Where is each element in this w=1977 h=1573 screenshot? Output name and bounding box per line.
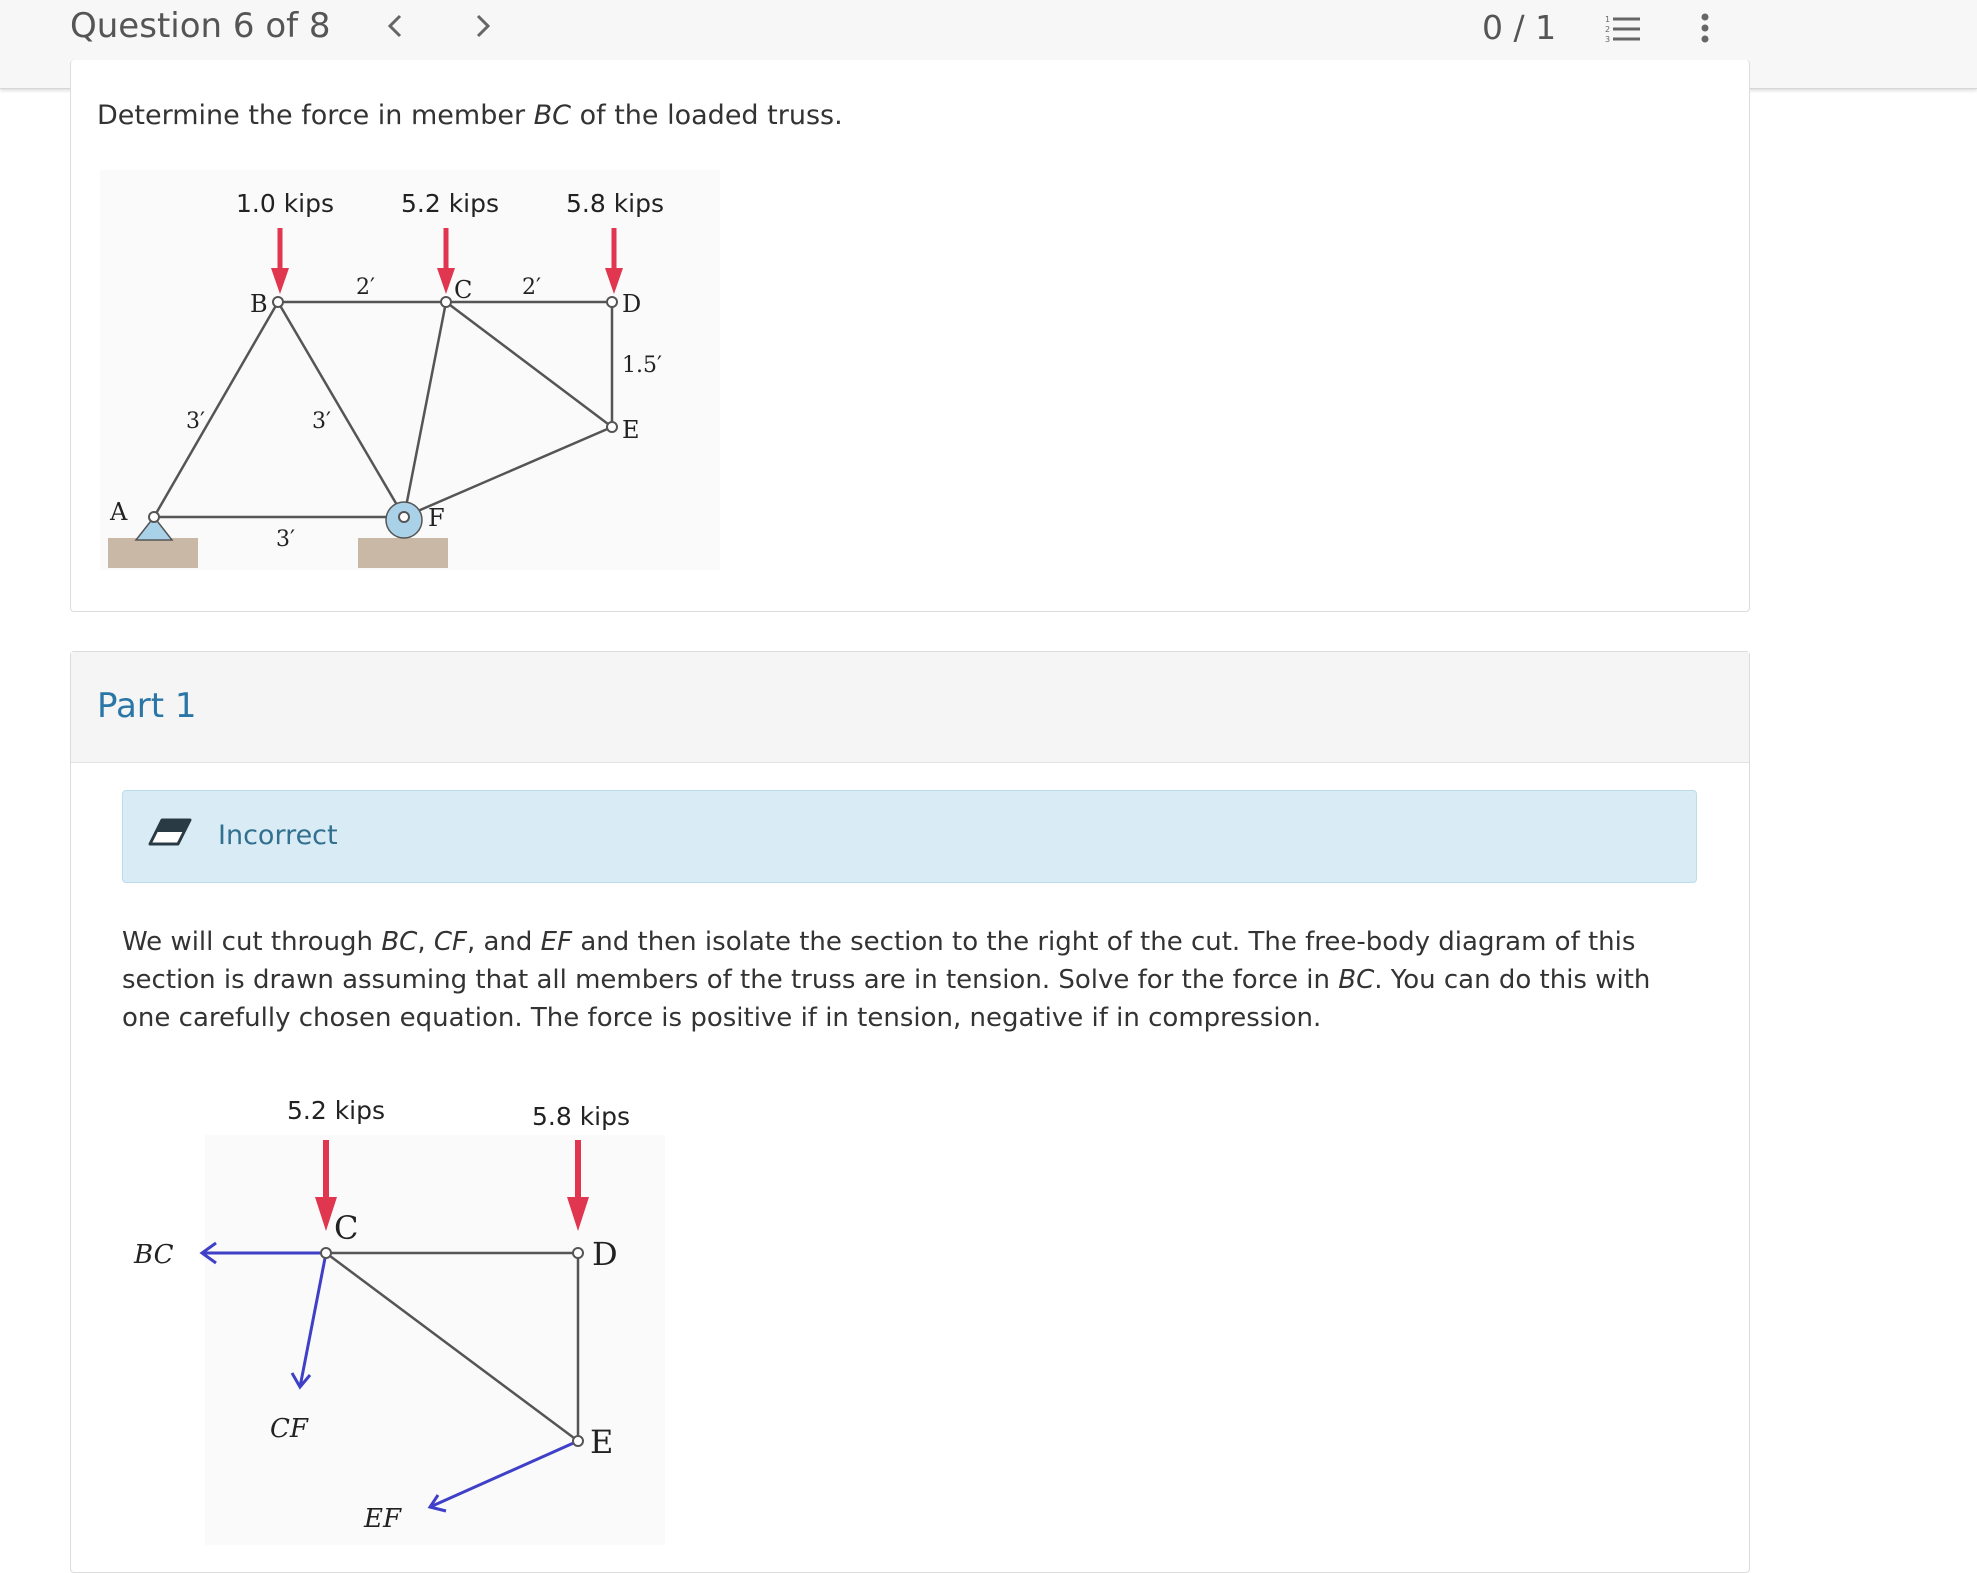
node-label-d: D <box>622 290 642 318</box>
more-options-button[interactable] <box>1698 12 1712 48</box>
dim-de: 1.5′ <box>622 353 662 378</box>
node-label-a: A <box>110 498 128 526</box>
explanation-text: We will cut through BC, CF, and EF and then isolate the section to the right of the cut. The free-body diagram of this section is drawn assuming that all members of the truss are in tension. Solve for the force in BC. You can do this with one carefully chosen equation. The force is positive if in tension, negative if in compression. <box>122 927 1651 1033</box>
fbd-force-ef: EF <box>364 1504 402 1534</box>
dim-bc: 2′ <box>356 275 375 300</box>
question-counter: Question 6 of 8 <box>70 6 331 46</box>
part-label[interactable]: Part 1 <box>97 686 197 726</box>
dim-cd: 2′ <box>522 275 541 300</box>
score: 0 / 1 <box>1482 8 1557 47</box>
eraser-icon <box>148 816 192 850</box>
load-label-b: 1.0 kips <box>236 189 335 218</box>
dim-bf: 3′ <box>312 409 331 434</box>
svg-text:1: 1 <box>1605 15 1611 24</box>
load-label-d: 5.8 kips <box>566 189 665 218</box>
chevron-left-icon <box>382 6 408 46</box>
feedback-alert <box>122 790 1697 883</box>
node-label-e: E <box>622 416 640 444</box>
fbd-node-d: D <box>592 1235 618 1273</box>
fbd-node-e: E <box>590 1423 614 1461</box>
numbered-list-icon <box>1604 14 1642 44</box>
fbd-load-label-d: 5.8 kips <box>532 1102 631 1131</box>
question-list-button[interactable] <box>1604 14 1642 48</box>
fbd-node-c: C <box>334 1209 359 1247</box>
fbd-force-bc: BC <box>134 1240 174 1270</box>
svg-text:3: 3 <box>1605 35 1611 44</box>
dim-af: 3′ <box>276 527 295 552</box>
dim-ab: 3′ <box>186 409 205 434</box>
node-label-f: F <box>428 504 445 532</box>
node-label-c: C <box>454 276 473 304</box>
prev-question-button[interactable] <box>382 6 408 55</box>
free-body-diagram <box>120 1085 680 1546</box>
feedback-status: Incorrect <box>218 820 338 851</box>
svg-text:2: 2 <box>1605 25 1611 34</box>
fbd-force-cf: CF <box>270 1414 308 1444</box>
next-question-button[interactable] <box>470 6 496 55</box>
more-vertical-icon <box>1698 12 1712 44</box>
chevron-right-icon <box>470 6 496 46</box>
truss-diagram <box>100 170 740 590</box>
fbd-load-label-c: 5.2 kips <box>287 1096 386 1125</box>
question-text: Determine the force in member BC of the loaded truss. <box>97 100 843 131</box>
part-header[interactable] <box>71 652 1749 763</box>
load-label-c: 5.2 kips <box>401 189 500 218</box>
node-label-b: B <box>250 290 268 318</box>
